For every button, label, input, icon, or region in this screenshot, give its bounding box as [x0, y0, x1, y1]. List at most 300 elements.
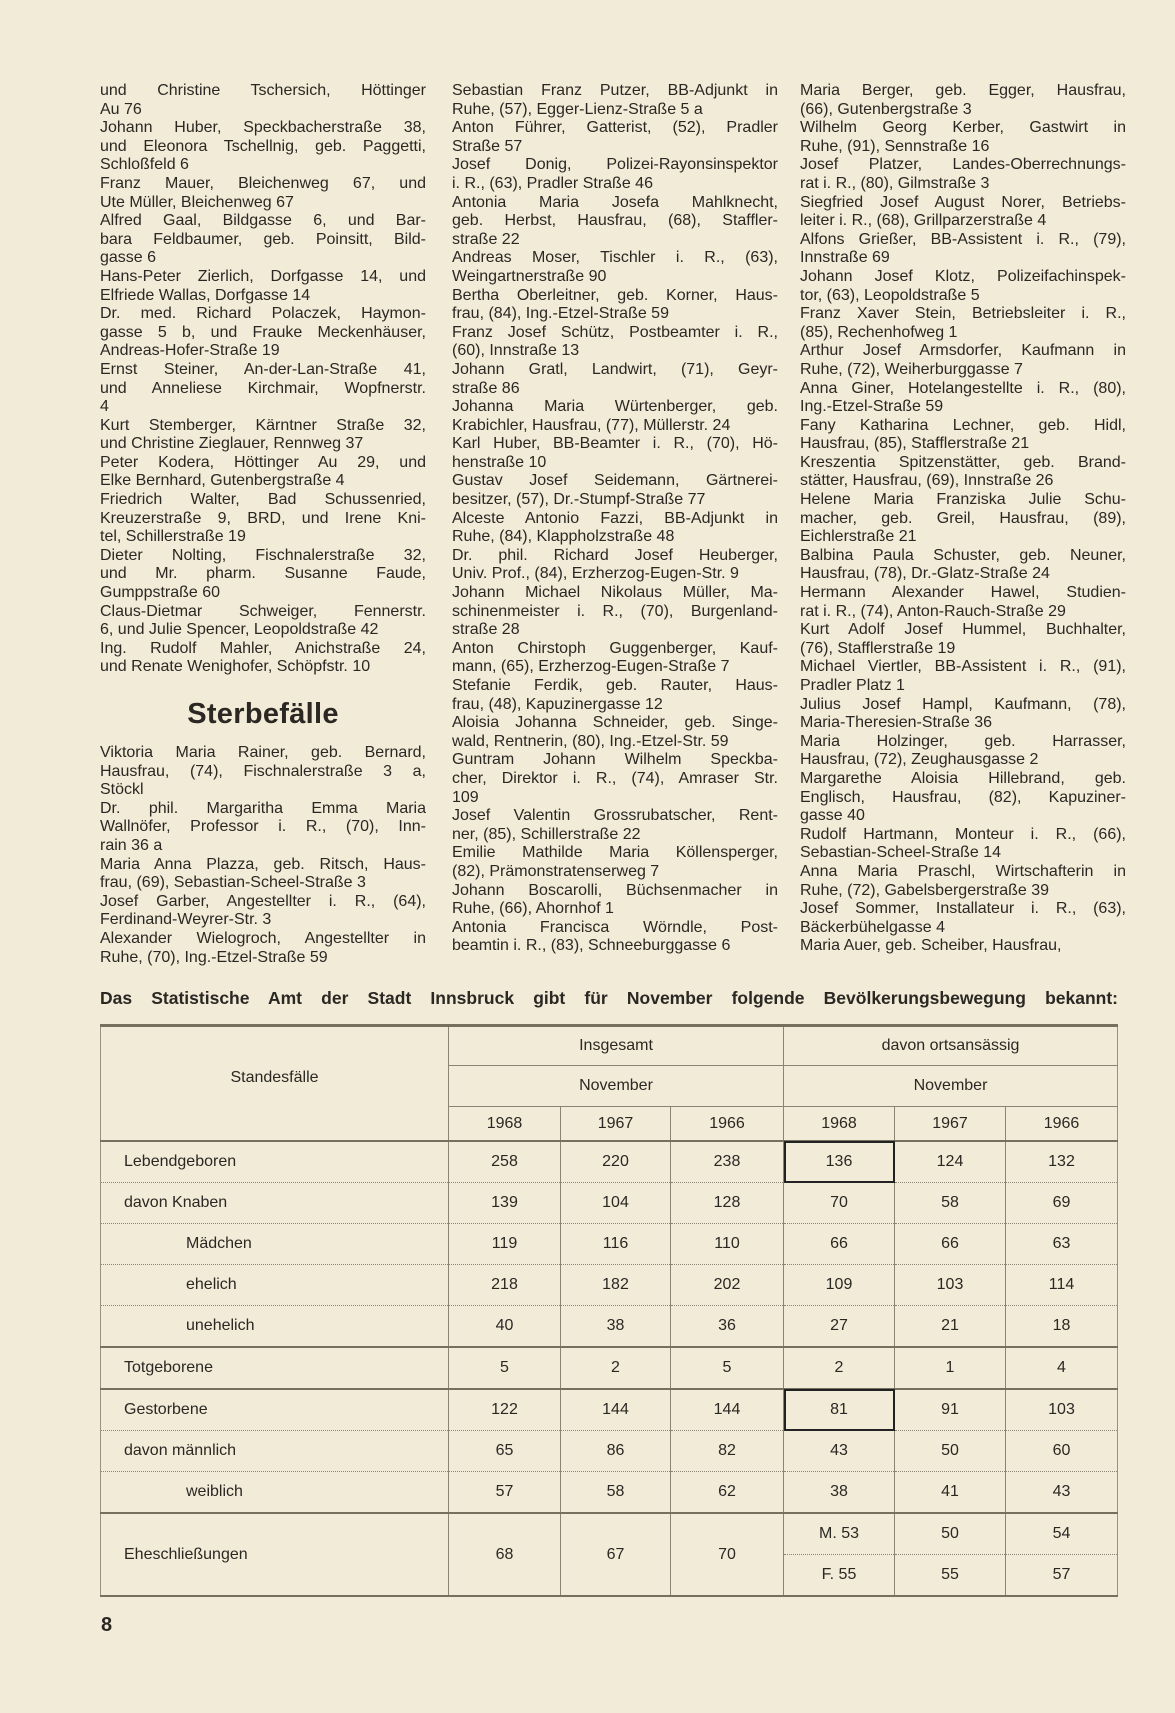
list-entry	[800, 770, 1126, 826]
entry-line: frau, (48), Kapuzinergasse 12	[452, 695, 663, 713]
table-cell: 21	[895, 1306, 1006, 1348]
list-entry	[452, 361, 778, 398]
deaths-column-1	[100, 744, 426, 967]
entry-line: Alfons Grießer, BB-Assistent i. R., (79),	[800, 230, 1126, 248]
entry-line: Alexander Wielogroch, Angestellter in	[100, 929, 426, 947]
entry-line: Hausfrau, (78), Dr.-Glatz-Straße 24	[800, 565, 1050, 583]
entry-line: Maria Berger, geb. Egger, Hausfrau,	[800, 82, 1126, 99]
entry-line: Dr. phil. Richard Josef Heuberger,	[452, 546, 778, 564]
entry-line: Maria-Theresien-Straße 36	[800, 714, 993, 732]
table-row	[101, 1472, 1118, 1514]
table-cell: 103	[1006, 1389, 1118, 1431]
row-label: davon Knaben	[101, 1183, 449, 1224]
page-number: 8	[101, 1614, 113, 1636]
entry-line: Fany Katharina Lechner, geb. Hidl,	[800, 416, 1126, 434]
entry-line: Franz Xaver Stein, Betriebsleiter i. R.,	[800, 305, 1126, 323]
entry-line: Franz Josef Schütz, Postbeamter i. R.,	[452, 323, 778, 341]
list-entry	[452, 119, 778, 156]
entry-line: tor, (63), Leopoldstraße 5	[800, 286, 980, 304]
entry-line: Andreas-Hofer-Straße 19	[100, 342, 280, 360]
list-entry	[800, 826, 1126, 863]
table-cell: 36	[671, 1306, 784, 1348]
entry-line: ner, (85), Schillerstraße 22	[452, 825, 641, 843]
entry-line: Karl Huber, BB-Beamter i. R., (70), Hö-	[452, 435, 778, 453]
entry-line: gasse 6	[100, 249, 157, 267]
list-entry	[100, 547, 426, 603]
year-header: 1968	[449, 1107, 561, 1142]
row-label: Gestorbene	[101, 1389, 449, 1431]
table-cell: 27	[784, 1306, 895, 1348]
row-label: davon männlich	[101, 1431, 449, 1472]
table-cell: 70	[671, 1513, 784, 1596]
entry-line: Wallnöfer, Professor i. R., (70), Inn-	[100, 818, 426, 836]
list-entry	[100, 417, 426, 454]
table-cell-male: 50	[895, 1513, 1006, 1555]
entry-line: Andreas Moser, Tischler i. R., (63),	[452, 249, 778, 267]
entry-line: Ute Müller, Bleichenweg 67	[100, 193, 294, 211]
month-header-resident: November	[784, 1066, 1118, 1107]
list-entry	[800, 268, 1126, 305]
entry-line: Schloßfeld 6	[100, 156, 189, 174]
row-label: Totgeborene	[101, 1347, 449, 1389]
entry-line: Johann Boscarolli, Büchsenmacher in	[452, 881, 778, 899]
list-entry	[452, 287, 778, 324]
table-cell: 70	[784, 1183, 895, 1224]
entry-line: rat i. R., (80), Gilmstraße 3	[800, 174, 990, 192]
list-entry	[800, 119, 1126, 156]
list-entry	[100, 82, 426, 119]
table-cell: 124	[895, 1141, 1006, 1183]
table-cell: 136	[784, 1141, 895, 1183]
entry-line: tel, Schillerstraße 19	[100, 528, 246, 546]
entry-line: Arthur Josef Armsdorfer, Kaufmann in	[800, 342, 1126, 360]
entry-line: Krabichler, Hausfrau, (77), Müllerstr. 24	[452, 416, 731, 434]
list-entry	[800, 417, 1126, 454]
entry-line: Ing.-Etzel-Straße 59	[800, 398, 944, 416]
list-entry	[452, 249, 778, 286]
entry-line: Johanna Maria Würtenberger, geb.	[452, 398, 778, 416]
entry-line: und Christine Zieglauer, Rennweg 37	[100, 435, 364, 453]
table-cell: 66	[784, 1224, 895, 1265]
list-entry	[800, 584, 1126, 621]
entry-line: Innstraße 69	[800, 249, 890, 267]
list-entry	[800, 863, 1126, 900]
entry-line: Stöckl	[100, 781, 144, 799]
entry-line: und Anneliese Kirchmair, Wopfnerstr.	[100, 379, 426, 397]
entry-line: Ruhe, (57), Egger-Lienz-Straße 5 a	[452, 100, 703, 118]
table-cell: 202	[671, 1265, 784, 1306]
table-cell: 220	[561, 1141, 671, 1183]
entry-line: Hausfrau, (74), Fischnalerstraße 3 a,	[100, 762, 426, 780]
entry-line: Claus-Dietmar Schweiger, Fennerstr.	[100, 602, 426, 620]
list-entry	[452, 398, 778, 435]
table-cell: 67	[561, 1513, 671, 1596]
entry-line: Sebastian Franz Putzer, BB-Adjunkt in	[452, 82, 778, 99]
entry-line: Julius Josef Hampl, Kaufmann, (78),	[800, 695, 1126, 713]
list-entry	[452, 324, 778, 361]
table-cell: 50	[895, 1431, 1006, 1472]
entry-line: Ruhe, (84), Klappholzstraße 48	[452, 528, 675, 546]
entry-line: besitzer, (57), Dr.-Stumpf-Straße 77	[452, 491, 706, 509]
table-cell-female: F. 55	[784, 1555, 895, 1597]
table-cell: 122	[449, 1389, 561, 1431]
table-cell: 119	[449, 1224, 561, 1265]
list-entry	[800, 621, 1126, 658]
entry-line: Josef Garber, Angestellter i. R., (64),	[100, 892, 426, 910]
entry-line: Maria Anna Plazza, geb. Ritsch, Haus-	[100, 855, 426, 873]
table-row	[101, 1265, 1118, 1306]
entry-line: stätter, Hausfrau, (69), Innstraße 26	[800, 472, 1054, 490]
entry-line: Josef Donig, Polizei-Rayonsinspektor	[452, 156, 778, 174]
table-cell: 2	[561, 1347, 671, 1389]
list-entry	[100, 856, 426, 893]
population-statistics-table	[100, 1024, 1118, 1597]
entry-line: Gumppstraße 60	[100, 584, 221, 602]
statistics-title: Das Statistische Amt der Stadt Innsbruck gibt für November folgende Bevölkerungsbewegung bekannt:	[100, 988, 1118, 1008]
entry-line: 109	[452, 788, 479, 806]
table-cell: 5	[671, 1347, 784, 1389]
list-entry	[452, 807, 778, 844]
entry-line: Helene Maria Franziska Julie Schu-	[800, 491, 1126, 509]
entry-line: geb. Herbst, Hausfrau, (68), Staffler-	[452, 212, 778, 230]
entry-line: (82), Prämonstratenserweg 7	[452, 862, 660, 880]
table-row	[101, 1431, 1118, 1472]
entry-line: Weingartnerstraße 90	[452, 267, 607, 285]
list-entry	[100, 212, 426, 268]
table-cell: 38	[784, 1472, 895, 1514]
entry-line: Ing. Rudolf Mahler, Anichstraße 24,	[100, 639, 426, 657]
table-row	[101, 1141, 1118, 1183]
entry-line: Dr. phil. Margaritha Emma Maria	[100, 799, 426, 817]
table-cell: 128	[671, 1183, 784, 1224]
entry-line: Anton Chirstoph Guggenberger, Kauf-	[452, 639, 778, 657]
table-cell: 18	[1006, 1306, 1118, 1348]
list-entry	[800, 658, 1126, 695]
entry-line: Sebastian-Scheel-Straße 14	[800, 844, 1001, 862]
list-entry	[100, 893, 426, 930]
list-entry	[452, 882, 778, 919]
entry-line: Au 76	[100, 100, 142, 118]
table-cell: 144	[671, 1389, 784, 1431]
table-cell: 38	[561, 1306, 671, 1348]
list-entry	[800, 342, 1126, 379]
row-label: unehelich	[101, 1306, 449, 1348]
list-entry	[100, 491, 426, 547]
entry-line: Viktoria Maria Rainer, geb. Bernard,	[100, 744, 426, 761]
entry-line: Ruhe, (72), Gabelsbergerstraße 39	[800, 881, 1050, 899]
row-label: Eheschließungen	[124, 1545, 248, 1563]
entry-line: Kurt Adolf Josef Hummel, Buchhalter,	[800, 621, 1126, 639]
table-cell: 41	[895, 1472, 1006, 1514]
table-cell: 68	[449, 1513, 561, 1596]
table-cell: 144	[561, 1389, 671, 1431]
entry-line: Peter Kodera, Höttinger Au 29, und	[100, 453, 426, 471]
entry-line: Johann Gratl, Landwirt, (71), Geyr-	[452, 360, 778, 378]
entry-line: Guntram Johann Wilhelm Speckba-	[452, 751, 778, 769]
entry-line: straße 86	[452, 379, 520, 397]
entry-line: Hans-Peter Zierlich, Dorfgasse 14, und	[100, 267, 426, 285]
table-cell-female: 55	[895, 1555, 1006, 1597]
list-entry	[100, 305, 426, 361]
entry-line: frau, (69), Sebastian-Scheel-Straße 3	[100, 874, 366, 892]
entry-line: 4	[100, 398, 109, 416]
entry-line: Ruhe, (72), Weiherburggasse 7	[800, 360, 1023, 378]
table-cell: 1	[895, 1347, 1006, 1389]
entry-line: Ruhe, (91), Sennstraße 16	[800, 137, 990, 155]
entry-line: Franz Mauer, Bleichenweg 67, und	[100, 174, 426, 192]
table-row	[101, 1513, 1118, 1555]
entry-line: Englisch, Hausfrau, (82), Kapuziner-	[800, 788, 1126, 806]
table-row	[101, 1347, 1118, 1389]
entry-line: Gustav Josef Seidemann, Gärtnerei-	[452, 472, 778, 490]
entry-line: wald, Rentnerin, (80), Ing.-Etzel-Str. 59	[452, 732, 729, 750]
year-header: 1966	[671, 1107, 784, 1142]
entry-line: Maria Holzinger, geb. Harrasser,	[800, 732, 1126, 750]
year-header: 1968	[784, 1107, 895, 1142]
table-cell: 57	[449, 1472, 561, 1514]
year-header: 1967	[561, 1107, 671, 1142]
entry-line: Ernst Steiner, An-der-Lan-Straße 41,	[100, 360, 426, 378]
table-cell: 60	[1006, 1431, 1118, 1472]
list-entry	[452, 547, 778, 584]
entry-line: Kurt Stemberger, Kärntner Straße 32,	[100, 416, 426, 434]
table-cell: 5	[449, 1347, 561, 1389]
table-row	[101, 1183, 1118, 1224]
entry-line: Elfriede Wallas, Dorfgasse 14	[100, 286, 311, 304]
entry-line: Alceste Antonio Fazzi, BB-Adjunkt in	[452, 509, 778, 527]
table-cell: 218	[449, 1265, 561, 1306]
table-cell: 91	[895, 1389, 1006, 1431]
table-cell: 132	[1006, 1141, 1118, 1183]
table-cell: 43	[784, 1431, 895, 1472]
table-cell: 238	[671, 1141, 784, 1183]
table-row	[101, 1389, 1118, 1431]
list-entry	[452, 751, 778, 807]
table-cell-male: M. 53	[784, 1513, 895, 1555]
entry-line: Hausfrau, (85), Stafflerstraße 21	[800, 435, 1030, 453]
list-entry	[100, 744, 426, 800]
table-cell: 182	[561, 1265, 671, 1306]
entry-line: und Mr. pharm. Susanne Faude,	[100, 565, 426, 583]
entry-line: Antonia Francisca Wörndle, Post-	[452, 918, 778, 936]
entry-line: Eichlerstraße 21	[800, 528, 917, 546]
list-entry	[800, 156, 1126, 193]
entry-line: Anna Maria Praschl, Wirtschafterin in	[800, 862, 1126, 880]
entry-line: bara Feldbaumer, geb. Poinsitt, Bild-	[100, 230, 426, 248]
entry-line: Ferdinand-Weyrer-Str. 3	[100, 911, 272, 929]
table-cell: 109	[784, 1265, 895, 1306]
list-entry	[100, 361, 426, 417]
row-label: Mädchen	[101, 1224, 449, 1265]
table-cell: 40	[449, 1306, 561, 1348]
entry-line: (60), Innstraße 13	[452, 342, 580, 360]
entry-line: rat i. R., (74), Anton-Rauch-Straße 29	[800, 602, 1066, 620]
list-entry	[100, 930, 426, 967]
entry-line: Friedrich Walter, Bad Schussenried,	[100, 491, 426, 509]
table-row	[101, 1306, 1118, 1348]
row-label: Lebendgeboren	[101, 1141, 449, 1183]
deaths-column-2	[452, 82, 778, 956]
entry-line: Josef Valentin Grossrubatscher, Rent-	[452, 807, 778, 825]
entry-line: Hermann Alexander Hawel, Studien-	[800, 584, 1126, 602]
list-entry	[452, 640, 778, 677]
entry-line: henstraße 10	[452, 453, 547, 471]
entry-line: cher, Direktor i. R., (74), Amraser Str.	[452, 769, 778, 787]
list-entry	[100, 119, 426, 175]
table-cell: 258	[449, 1141, 561, 1183]
entry-line: Maria Auer, geb. Scheiber, Hausfrau,	[800, 937, 1062, 955]
list-entry	[452, 677, 778, 714]
entry-line: Alfred Gaal, Bildgasse 6, und Bar-	[100, 212, 426, 230]
deaths-column-3	[800, 82, 1126, 956]
list-entry	[100, 800, 426, 856]
list-entry	[100, 603, 426, 640]
list-entry	[800, 733, 1126, 770]
table-cell: 103	[895, 1265, 1006, 1306]
list-entry	[800, 231, 1126, 268]
entry-line: (85), Rechenhofweg 1	[800, 323, 958, 341]
row-label: ehelich	[101, 1265, 449, 1306]
list-entry	[452, 510, 778, 547]
list-entry	[100, 454, 426, 491]
year-header: 1967	[895, 1107, 1006, 1142]
entry-line: Johann Josef Klotz, Polizeifachinspek-	[800, 267, 1126, 285]
entry-line: (66), Gutenbergstraße 3	[800, 100, 972, 118]
list-entry	[452, 82, 778, 119]
entry-line: Dieter Nolting, Fischnalerstraße 32,	[100, 546, 426, 564]
list-entry	[800, 900, 1126, 937]
table-cell: 58	[561, 1472, 671, 1514]
list-entry	[452, 919, 778, 956]
table-cell: 114	[1006, 1265, 1118, 1306]
entry-line: macher, geb. Greil, Hausfrau, (89),	[800, 509, 1126, 527]
table-cell-female: 57	[1006, 1555, 1118, 1597]
entry-line: Anton Führer, Gatterist, (52), Pradler	[452, 119, 778, 137]
table-cell: 43	[1006, 1472, 1118, 1514]
entry-line: Josef Platzer, Landes-Oberrechnungs-	[800, 156, 1126, 174]
table-cell: 65	[449, 1431, 561, 1472]
list-entry	[800, 696, 1126, 733]
group-header-resident: davon ortsansässig	[784, 1026, 1118, 1066]
table-cell: 2	[784, 1347, 895, 1389]
table-cell: 62	[671, 1472, 784, 1514]
row-header: Standesfälle	[101, 1026, 449, 1142]
entry-line: Johann Huber, Speckbacherstraße 38,	[100, 119, 426, 137]
entry-line: rain 36 a	[100, 836, 163, 854]
entry-line: Elke Bernhard, Gutenbergstraße 4	[100, 472, 345, 490]
entry-line: Siegfried Josef August Norer, Betriebs-	[800, 193, 1126, 211]
entry-line: gasse 40	[800, 807, 865, 825]
table-cell: 81	[784, 1389, 895, 1431]
table-cell: 4	[1006, 1347, 1118, 1389]
table-cell: 66	[895, 1224, 1006, 1265]
entry-line: Pradler Platz 1	[800, 677, 905, 694]
entry-line: (76), Stafflerstraße 19	[800, 639, 956, 657]
list-entry	[800, 937, 1126, 956]
entry-line: leiter i. R., (68), Grillparzerstraße 4	[800, 212, 1047, 230]
table-cell: 58	[895, 1183, 1006, 1224]
table-cell: 63	[1006, 1224, 1118, 1265]
entry-line: i. R., (63), Pradler Straße 46	[452, 174, 653, 192]
entry-line: Margarethe Aloisia Hillebrand, geb.	[800, 769, 1126, 787]
list-entry	[800, 194, 1126, 231]
list-entry	[452, 844, 778, 881]
entry-line: beamtin i. R., (83), Schneeburggasse 6	[452, 937, 731, 955]
list-entry	[100, 640, 426, 677]
year-header: 1966	[1006, 1107, 1118, 1142]
table-cell-male: 54	[1006, 1513, 1118, 1555]
row-label: weiblich	[101, 1472, 449, 1514]
list-entry	[800, 305, 1126, 342]
entry-line: frau, (84), Ing.-Etzel-Straße 59	[452, 305, 669, 323]
entry-line: Kreszentia Spitzenstätter, geb. Brand-	[800, 453, 1126, 471]
entry-line: mann, (65), Erzherzog-Eugen-Straße 7	[452, 658, 730, 676]
entry-line: Rudolf Hartmann, Monteur i. R., (66),	[800, 825, 1126, 843]
table-cell: 82	[671, 1431, 784, 1472]
entry-line: Ruhe, (70), Ing.-Etzel-Straße 59	[100, 948, 328, 966]
entry-line: Josef Sommer, Installateur i. R., (63),	[800, 900, 1126, 918]
entry-line: Bertha Oberleitner, geb. Korner, Haus-	[452, 286, 778, 304]
entry-line: Johann Michael Nikolaus Müller, Ma-	[452, 584, 778, 602]
list-entry	[800, 454, 1126, 491]
table-cell: 86	[561, 1431, 671, 1472]
entry-line: und Christine Tschersich, Höttinger	[100, 82, 426, 99]
entry-line: gasse 5 b, und Frauke Meckenhäuser,	[100, 323, 426, 341]
list-entry	[800, 491, 1126, 547]
entry-line: Antonia Maria Josefa Mahlknecht,	[452, 193, 778, 211]
entry-line: straße 28	[452, 621, 520, 639]
table-cell: 104	[561, 1183, 671, 1224]
entry-line: Univ. Prof., (84), Erzherzog-Eugen-Str. 9	[452, 565, 739, 583]
list-entry	[452, 156, 778, 193]
list-entry	[452, 472, 778, 509]
list-entry	[100, 268, 426, 305]
entry-line: Ruhe, (66), Ahornhof 1	[452, 900, 614, 918]
marriages-column-continued	[100, 82, 426, 677]
table-cell: 110	[671, 1224, 784, 1265]
group-header-total: Insgesamt	[449, 1026, 784, 1066]
list-entry	[100, 175, 426, 212]
entry-line: Aloisia Johanna Schneider, geb. Singe-	[452, 714, 778, 732]
list-entry	[800, 547, 1126, 584]
month-header-total: November	[449, 1066, 784, 1107]
entry-line: 6, und Julie Spencer, Leopoldstraße 42	[100, 621, 379, 639]
table-cell: 116	[561, 1224, 671, 1265]
entry-line: Anna Giner, Hotelangestellte i. R., (80),	[800, 379, 1126, 397]
entry-line: Straße 57	[452, 137, 523, 155]
entry-line: Michael Viertler, BB-Assistent i. R., (91),	[800, 658, 1126, 676]
list-entry	[452, 194, 778, 250]
entry-line: Emilie Mathilde Maria Köllensperger,	[452, 844, 778, 862]
table-cell: 139	[449, 1183, 561, 1224]
list-entry	[800, 380, 1126, 417]
entry-line: Wilhelm Georg Kerber, Gastwirt in	[800, 119, 1126, 137]
entry-line: Stefanie Ferdik, geb. Rauter, Haus-	[452, 677, 778, 694]
entry-line: Dr. med. Richard Polaczek, Haymon-	[100, 305, 426, 323]
entry-line: Bäckerbühelgasse 4	[800, 918, 945, 936]
list-entry	[452, 435, 778, 472]
entry-line: Hausfrau, (72), Zeughausgasse 2	[800, 751, 1039, 769]
entry-line: und Renate Wenighofer, Schöpfstr. 10	[100, 658, 371, 676]
entry-line: Balbina Paula Schuster, geb. Neuner,	[800, 546, 1126, 564]
deaths-heading: Sterbefälle	[187, 698, 339, 730]
list-entry	[452, 584, 778, 640]
entry-line: Kreuzerstraße 9, BRD, und Irene Kni-	[100, 509, 426, 527]
entry-line: straße 22	[452, 230, 520, 248]
entry-line: und Eleonora Tschellnig, geb. Paggetti,	[100, 137, 426, 155]
table-cell: 69	[1006, 1183, 1118, 1224]
list-entry	[800, 82, 1126, 119]
